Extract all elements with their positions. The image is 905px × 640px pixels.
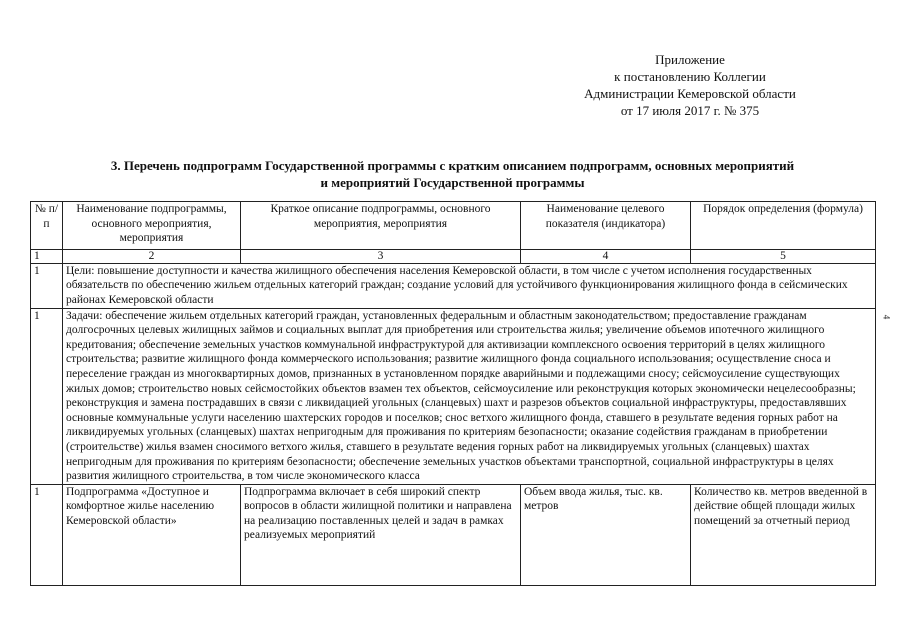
goals-number: 1 [31, 263, 63, 308]
page-number-marker: 4 [881, 314, 892, 320]
subprogram-description: Подпрограмма включает в себя широкий спектр вопросов в области жилищной политики и направлена на реализацию поставленных целей и задач в рамках реализуемых мероприятий [241, 484, 521, 585]
appendix-line: к постановлению Коллегии [614, 69, 766, 84]
tasks-text: Задачи: обеспечение жильем отдельных категорий граждан, установленных федеральным и областным законодательством; предоставление гражданам долгосрочных целевых жилищных займов и социальных выплат для приобретения или строительства жилья; увеличение объемов ипотечного жилищного кредитования; обеспечение земельных участков коммунальной инфраструктурой для активизации комплексного освоения территорий в целях жилищного строительства; развитие жилищного фонда коммерческого использования; развитие жилищного фонда социального использования; осуществление сноса и переселение граждан из многоквартирных домов, признанных в установленном порядке аварийными и подлежащими сносу; сейсмоусиление существующих жилых домов; строительство новых сейсмостойких объектов взамен тех объектов, сейсмоусиление или реконструкция которых экономически нецелесообразны; реконструкция и замена пострадавших в связи с ликвидацией угольных (сланцевых) шахт и разрезов объектов социальной инфраструктуры, предоставлявших основные коммунальные услуги населению шахтерских городов и поселков; снос ветхого жилищного фонда, ставшего в результате ведения горных работ на ликвидируемых угольных (сланцевых) шахтах непригодным для проживания по критериям безопасности; оказание содействия гражданам в приобретении (строительстве) жилья взамен сносимого ветхого жилья, ставшего в результате ведения горных работ на ликвидируемых угольных (сланцевых) шахтах непригодным для проживания по критериям безопасности; обеспечение земельных участков объектами транспортной, социальной инфраструктуры в целях развития жилищного строительства, в том числе экономического класса [63, 308, 876, 484]
appendix-line: Приложение [655, 52, 725, 67]
subprograms-table [30, 201, 876, 586]
column-index: 1 [31, 249, 63, 263]
table-header-row [31, 202, 876, 250]
subprogram-row [31, 484, 876, 585]
header-description: Краткое описание подпрограммы, основного мероприятия, мероприятия [241, 202, 521, 250]
subprogram-name: Подпрограмма «Доступное и комфортное жилье населению Кемеровской области» [63, 484, 241, 585]
column-index: 2 [63, 249, 241, 263]
appendix-line: от 17 июля 2017 г. № 375 [620, 103, 760, 118]
subprogram-indicator: Объем ввода жилья, тыс. кв. метров [521, 484, 691, 585]
goals-text: Цели: повышение доступности и качества жилищного обеспечения населения Кемеровской области, в том числе с учетом исполнения государственных обязательств по обеспечению жильем отдельных категорий граждан; создание условий для устойчивого функционирования жилищного фонда в сейсмических районах Кемеровской области [63, 263, 876, 308]
subprogram-number: 1 [31, 484, 63, 585]
goals-row [31, 263, 876, 308]
column-index: 4 [521, 249, 691, 263]
tasks-row [31, 308, 876, 484]
header-indicator: Наименование целевого показателя (индикатора) [521, 202, 691, 250]
column-index: 3 [241, 249, 521, 263]
header-formula: Порядок определения (формула) [691, 202, 876, 250]
title-line-1: 3. Перечень подпрограмм Государственной программы с кратким описанием подпрограмм, основных мероприятий [110, 158, 795, 173]
appendix-block [555, 51, 825, 119]
document-title [30, 157, 875, 191]
subprogram-formula: Количество кв. метров введенной в действие общей площади жилых помещений за отчетный период [691, 484, 876, 585]
column-index-row [31, 249, 876, 263]
column-index: 5 [691, 249, 876, 263]
title-line-2: и мероприятий Государственной программы [320, 175, 585, 190]
appendix-line: Администрации Кемеровской области [584, 86, 796, 101]
header-name: Наименование подпрограммы, основного мероприятия, мероприятия [63, 202, 241, 250]
header-number: № п/п [31, 202, 63, 250]
tasks-number: 1 [31, 308, 63, 484]
